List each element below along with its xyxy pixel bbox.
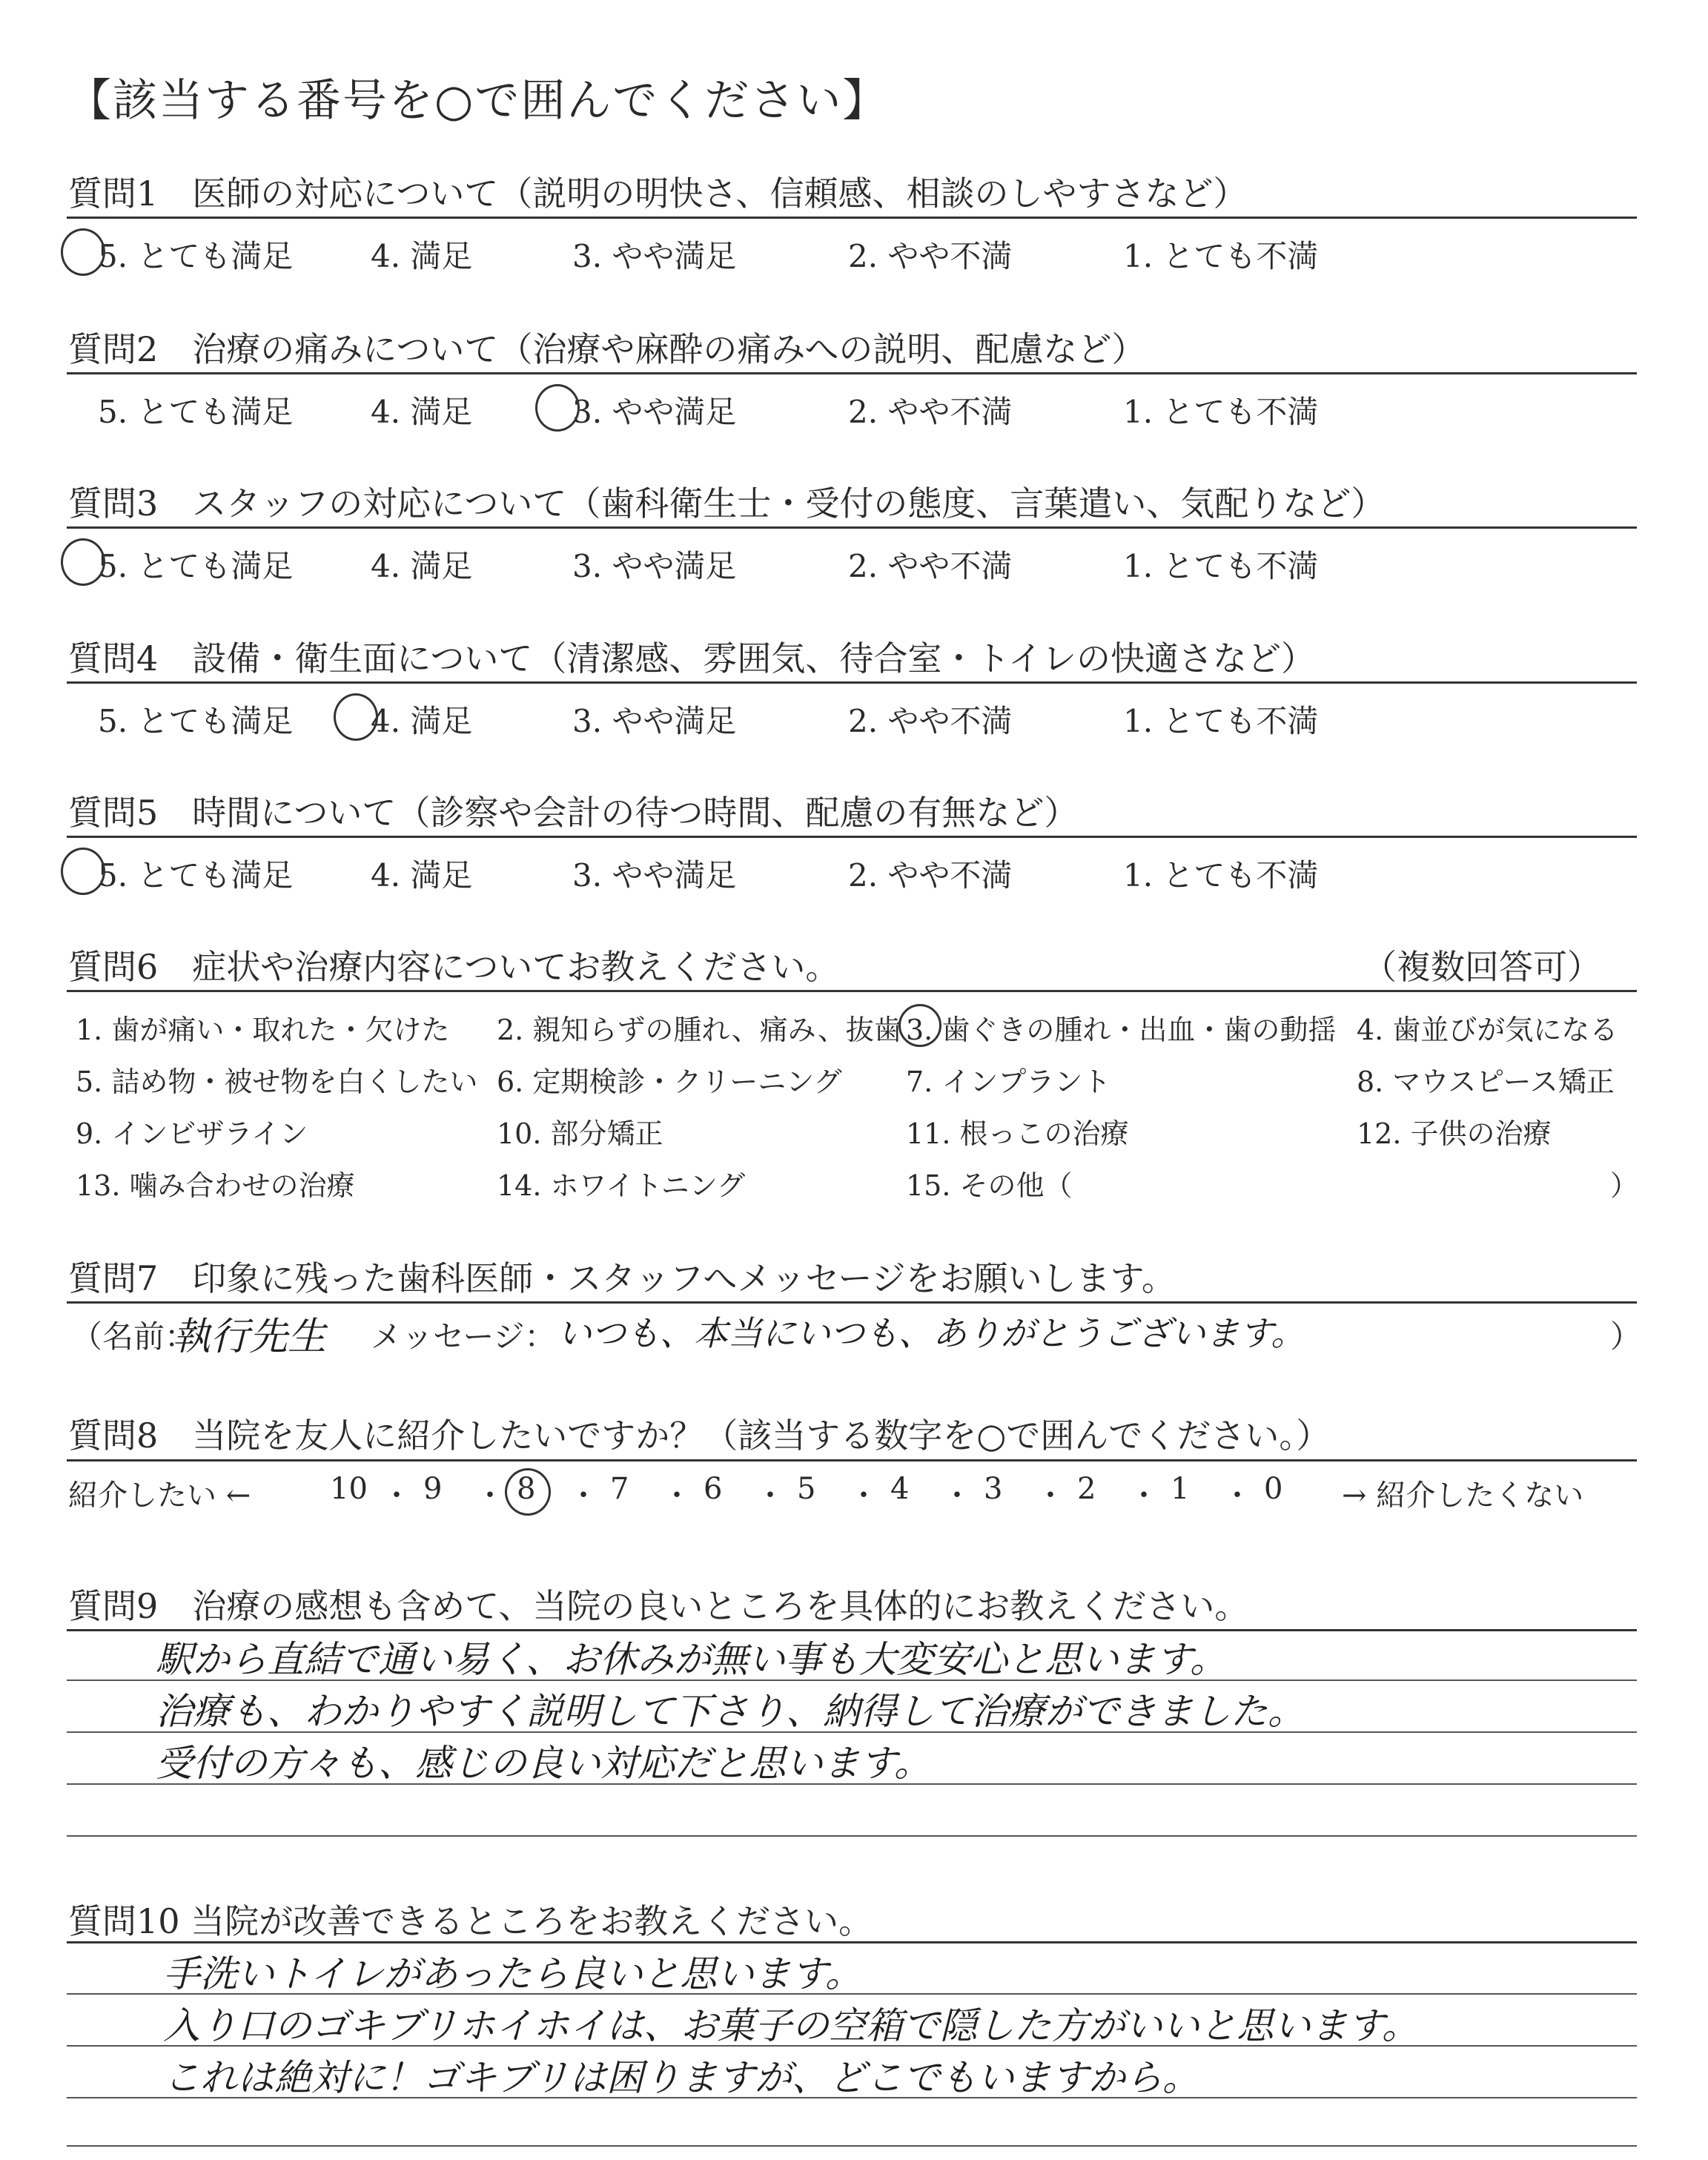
q9-title: 質問9 治療の感想も含めて、当院の良いところを具体的にお教えください。 (68, 1586, 1249, 1626)
q8-scale-7[interactable]: 7 (610, 1472, 629, 1506)
q10-rule (67, 1941, 1637, 1943)
q6-option-11[interactable]: 11. 根っこの治療 (906, 1117, 1129, 1150)
q2-option-3[interactable]: 3. やや満足 (572, 394, 737, 430)
q4-option-3[interactable]: 3. やや満足 (572, 703, 737, 739)
q3-option-1[interactable]: 1. とても不満 (1123, 548, 1319, 584)
q4-rule (67, 681, 1637, 684)
q6-option-5[interactable]: 5. 詰め物・被せ物を白くしたい (76, 1066, 478, 1098)
q6-option-15[interactable]: 15. その他（ (906, 1169, 1073, 1202)
q8-scale-6[interactable]: 6 (704, 1472, 723, 1506)
q6-option-7[interactable]: 7. インプラント (906, 1066, 1111, 1098)
q9-line-rule (67, 1835, 1637, 1837)
q5-option-4[interactable]: 4. 満足 (371, 857, 473, 894)
q10-line-rule (67, 2145, 1637, 2147)
q7-message-value: いつも、本当にいつも、ありがとうございます。 (557, 1313, 1305, 1353)
q3-rule (67, 526, 1637, 529)
q6-option-1[interactable]: 1. 歯が痛い・取れた・欠けた (76, 1014, 450, 1046)
q4-title: 質問4 設備・衛生面について（清潔感、雰囲気、待合室・トイレの快適さなど） (68, 638, 1316, 678)
q1-selection-circle (61, 228, 105, 276)
q1-rule (67, 217, 1637, 219)
q8-scale-2[interactable]: 2 (1077, 1472, 1096, 1506)
q3-option-2[interactable]: 2. やや不満 (848, 548, 1013, 584)
q8-scale-separator: ・ (1129, 1479, 1159, 1513)
q8-left-label: 紹介したい ← (68, 1479, 251, 1513)
q10-answer-line-1: 手洗いトイレがあったら良いと思います。 (163, 1952, 862, 1995)
q6-option-6[interactable]: 6. 定期検診・クリーニング (497, 1066, 842, 1098)
q6-option-12[interactable]: 12. 子供の治療 (1357, 1117, 1552, 1150)
q9-answer-line-3: 受付の方々も、感じの良い対応だと思います。 (156, 1742, 931, 1785)
q6-other-close: ） (1610, 1169, 1639, 1202)
q8-scale-8[interactable]: 8 (517, 1472, 536, 1506)
q6-option-9[interactable]: 9. インビザライン (76, 1117, 308, 1150)
q2-selection-circle (535, 384, 580, 432)
q3-option-5[interactable]: 5. とても満足 (98, 548, 294, 584)
q8-scale-separator: ・ (849, 1479, 878, 1513)
q8-scale-1[interactable]: 1 (1171, 1472, 1190, 1506)
q1-option-3[interactable]: 3. やや満足 (572, 238, 737, 274)
q6-title: 質問6 症状や治療内容についてお教えください。 (68, 947, 840, 987)
q6-option-10[interactable]: 10. 部分矯正 (497, 1117, 663, 1150)
q2-rule (67, 372, 1637, 374)
q8-scale-separator: ・ (1036, 1479, 1065, 1513)
q10-answer-line-3: これは絶対に！ゴキブリは困りますが、どこでもいますから。 (163, 2056, 1199, 2099)
q8-scale-0[interactable]: 0 (1264, 1472, 1283, 1506)
q2-option-2[interactable]: 2. やや不満 (848, 394, 1013, 430)
q3-selection-circle (61, 538, 105, 586)
q2-title: 質問2 治療の痛みについて（治療や麻酔の痛みへの説明、配慮など） (68, 329, 1146, 369)
q2-option-5[interactable]: 5. とても満足 (98, 394, 294, 430)
q9-answer-line-1: 駅から直結で通い易く、お休みが無い事も大変安心と思います。 (156, 1638, 1227, 1681)
q8-selection-circle (505, 1468, 551, 1516)
q5-option-3[interactable]: 3. やや満足 (572, 857, 737, 894)
q2-option-1[interactable]: 1. とても不満 (1123, 394, 1319, 430)
q1-title: 質問1 医師の対応について（説明の明快さ、信頼感、相談のしやすさなど） (68, 174, 1248, 214)
q4-option-2[interactable]: 2. やや不満 (848, 703, 1013, 739)
q8-scale-separator: ・ (662, 1479, 692, 1513)
q8-scale-9[interactable]: 9 (423, 1472, 443, 1506)
q3-option-3[interactable]: 3. やや満足 (572, 548, 737, 584)
q8-scale-separator: ・ (942, 1479, 972, 1513)
q8-title: 質問8 当院を友人に紹介したいですか？（該当する数字を○で囲んでください。） (68, 1416, 1331, 1456)
q8-scale-10[interactable]: 10 (330, 1472, 368, 1506)
q7-close: ） (1610, 1318, 1642, 1355)
q10-title: 質問10 当院が改善できるところをお教えください。 (68, 1901, 873, 1941)
q5-option-5[interactable]: 5. とても満足 (98, 857, 294, 894)
q5-option-1[interactable]: 1. とても不満 (1123, 857, 1319, 894)
q6-note: （複数回答可） (1363, 947, 1601, 987)
q8-scale-separator: ・ (569, 1479, 598, 1513)
q10-answer-line-2: 入り口のゴキブリホイホイは、お菓子の空箱で隠した方がいいと思います。 (163, 2004, 1419, 2047)
q7-title: 質問7 印象に残った歯科医師・スタッフへメッセージをお願いします。 (68, 1258, 1176, 1298)
q6-option-4[interactable]: 4. 歯並びが気になる (1357, 1014, 1618, 1046)
q2-option-4[interactable]: 4. 満足 (371, 394, 473, 430)
q6-option-3[interactable]: 3. 歯ぐきの腫れ・出血・歯の動揺 (906, 1014, 1337, 1046)
q6-option-8[interactable]: 8. マウスピース矯正 (1357, 1066, 1615, 1098)
q5-title: 質問5 時間について（診察や会計の待つ時間、配慮の有無など） (68, 793, 1079, 833)
q5-option-2[interactable]: 2. やや不満 (848, 857, 1013, 894)
q8-scale-separator: ・ (755, 1479, 785, 1513)
q8-scale-separator: ・ (475, 1479, 505, 1513)
q3-title: 質問3 スタッフの対応について（歯科衛生士・受付の態度、言葉遣い、気配りなど） (68, 483, 1386, 524)
q4-option-5[interactable]: 5. とても満足 (98, 703, 294, 739)
q1-option-5[interactable]: 5. とても満足 (98, 238, 294, 274)
q4-option-4[interactable]: 4. 満足 (371, 703, 473, 739)
q5-rule (67, 836, 1637, 838)
q7-name-value: 執行先生 (172, 1315, 327, 1359)
q8-right-label: → 紹介したくない (1342, 1479, 1584, 1513)
q8-scale-5[interactable]: 5 (797, 1472, 816, 1506)
q7-rule (67, 1301, 1637, 1304)
q8-scale-4[interactable]: 4 (890, 1472, 910, 1506)
q7-name-label: （名前： (71, 1318, 196, 1355)
q1-option-4[interactable]: 4. 満足 (371, 238, 473, 274)
q6-option-2[interactable]: 2. 親知らずの腫れ、痛み、抜歯 (497, 1014, 902, 1046)
q9-answer-line-2: 治療も、わかりやすく説明して下さり、納得して治療ができました。 (156, 1690, 1305, 1733)
q8-scale-separator: ・ (1222, 1479, 1252, 1513)
q4-selection-circle (334, 693, 378, 741)
q1-option-2[interactable]: 2. やや不満 (848, 238, 1013, 274)
q7-message-label: メッセージ： (371, 1318, 556, 1355)
q6-selection-circle (898, 1004, 941, 1047)
form-header: 【該当する番号を○で囲んでください】 (67, 75, 889, 127)
q6-rule (67, 990, 1637, 992)
q1-option-1[interactable]: 1. とても不満 (1123, 238, 1319, 274)
q8-rule (67, 1459, 1637, 1462)
q3-option-4[interactable]: 4. 満足 (371, 548, 473, 584)
q5-selection-circle (61, 848, 105, 895)
q6-option-14[interactable]: 14. ホワイトニング (497, 1169, 746, 1202)
q4-option-1[interactable]: 1. とても不満 (1123, 703, 1319, 739)
q8-scale-separator: ・ (382, 1479, 411, 1513)
q8-scale-3[interactable]: 3 (984, 1472, 1003, 1506)
q6-option-13[interactable]: 13. 噛み合わせの治療 (76, 1169, 355, 1202)
